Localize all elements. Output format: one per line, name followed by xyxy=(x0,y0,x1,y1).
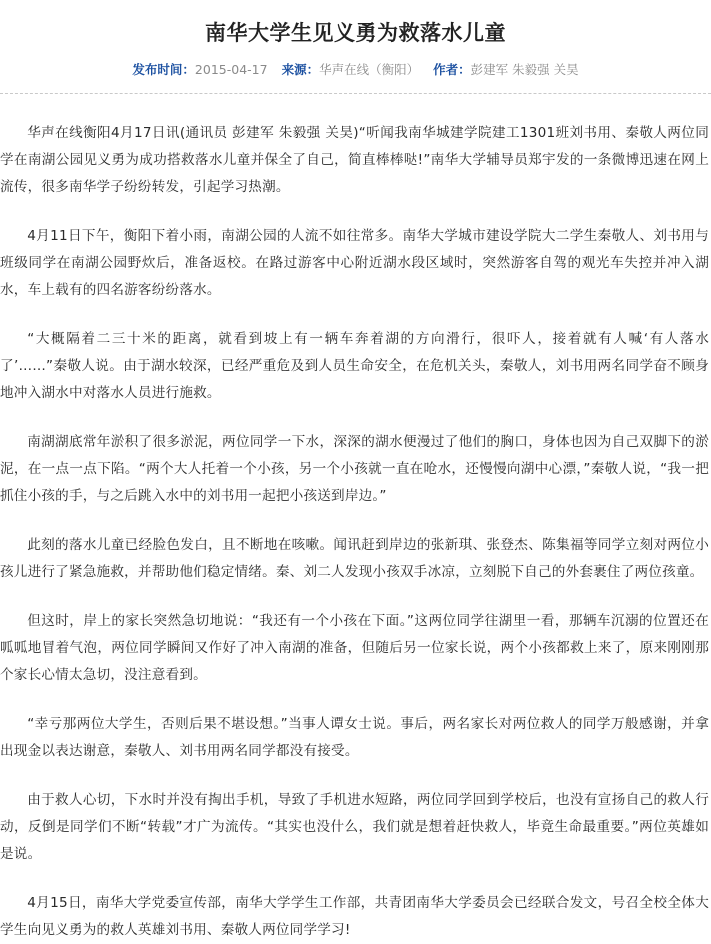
date-label: 发布时间： xyxy=(132,62,195,77)
article-paragraph: 4月15日，南华大学党委宣传部，南华大学学生工作部，共青团南华大学委员会已经联合发文，号召全校全体大学生向见义勇为的救人英雄刘书用、秦敬人两位同学学习! xyxy=(0,895,709,938)
article-paragraph: “大概隔着二三十米的距离，就看到坡上有一辆车奔着湖的方向滑行，很吓人，接着就有人喊‘有人落水了’……”秦敬人说。由于湖水较深，已经严重危及到人员生命安全，在危机关头，秦敬人，刘书用两名同学奋不顾身地冲入湖水中对落水人员进行施救。 xyxy=(0,331,709,401)
article-meta xyxy=(0,59,711,81)
article-paragraph: 此刻的落水儿童已经脸色发白，且不断地在咳嗽。闻讯赶到岸边的张新琪、张登杰、陈集福等同学立刻对两位小孩儿进行了紧急施救，并帮助他们稳定情绪。秦、刘二人发现小孩双手冰凉，立刻脱下自己的外套裹住了两位孩童。 xyxy=(0,537,709,580)
article-paragraph: 由于救人心切，下水时并没有掏出手机，导致了手机进水短路，两位同学回到学校后，也没有宣扬自己的救人行动，反倒是同学们不断“转载”才广为流传。“其实也没什么，我们就是想着赶快救人，毕竟生命最重要。”两位英雄如是说。 xyxy=(0,792,709,862)
publish-date: 2015-04-17 xyxy=(194,62,268,77)
article-paragraph: 4月11日下午，衡阳下着小雨，南湖公园的人流不如往常多。南华大学城市建设学院大二学生秦敬人、刘书用与班级同学在南湖公园野炊后，准备返校。在路过游客中心附近湖水段区域时，突然游客自驾的观光车失控并冲入湖水，车上载有的四名游客纷纷落水。 xyxy=(0,228,709,298)
author-value: 彭建军 朱毅强 关昊 xyxy=(470,62,579,77)
article-title: 南华大学生见义勇为救落水儿童 xyxy=(205,21,506,45)
meta-divider xyxy=(0,93,711,94)
article-paragraph: 但这时，岸上的家长突然急切地说：“我还有一个小孩在下面。”这两位同学往湖里一看，那辆车沉溺的位置还在呱呱地冒着气泡，两位同学瞬间又作好了冲入南湖的准备，但随后另一位家长说，两个小孩都救上来了，原来刚刚那个家长心情太急切，没注意看到。 xyxy=(0,613,709,683)
author-label: 作者： xyxy=(433,62,471,77)
article-body xyxy=(0,120,711,944)
article-paragraph: 华声在线衡阳4月17日讯(通讯员 彭建军 朱毅强 关昊)“听闻我南华城建学院建工1301班刘书用、秦敬人两位同学在南湖公园见义勇为成功搭救落水儿童并保全了自己，简直棒棒哒!”南华大学辅导员郑宇发的一条微博迅速在网上流传，很多南华学子纷纷转发，引起学习热潮。 xyxy=(0,125,709,195)
article-paragraph: “幸亏那两位大学生，否则后果不堪设想。”当事人谭女士说。事后，两名家长对两位救人的同学万般感谢，并拿出现金以表达谢意，秦敬人、刘书用两名同学都没有接受。 xyxy=(0,716,709,759)
article-paragraph: 南湖湖底常年淤积了很多淤泥，两位同学一下水，深深的湖水便漫过了他们的胸口，身体也因为自己双脚下的淤泥，在一点一点下陷。“两个大人托着一个小孩，另一个小孩就一直在呛水，还慢慢向湖中心漂，”秦敬人说，“我一把抓住小孩的手，与之后跳入水中的刘书用一起把小孩送到岸边。” xyxy=(0,434,709,504)
source-label: 来源： xyxy=(281,62,320,77)
source-value: 华声在线（衡阳） xyxy=(319,62,420,77)
